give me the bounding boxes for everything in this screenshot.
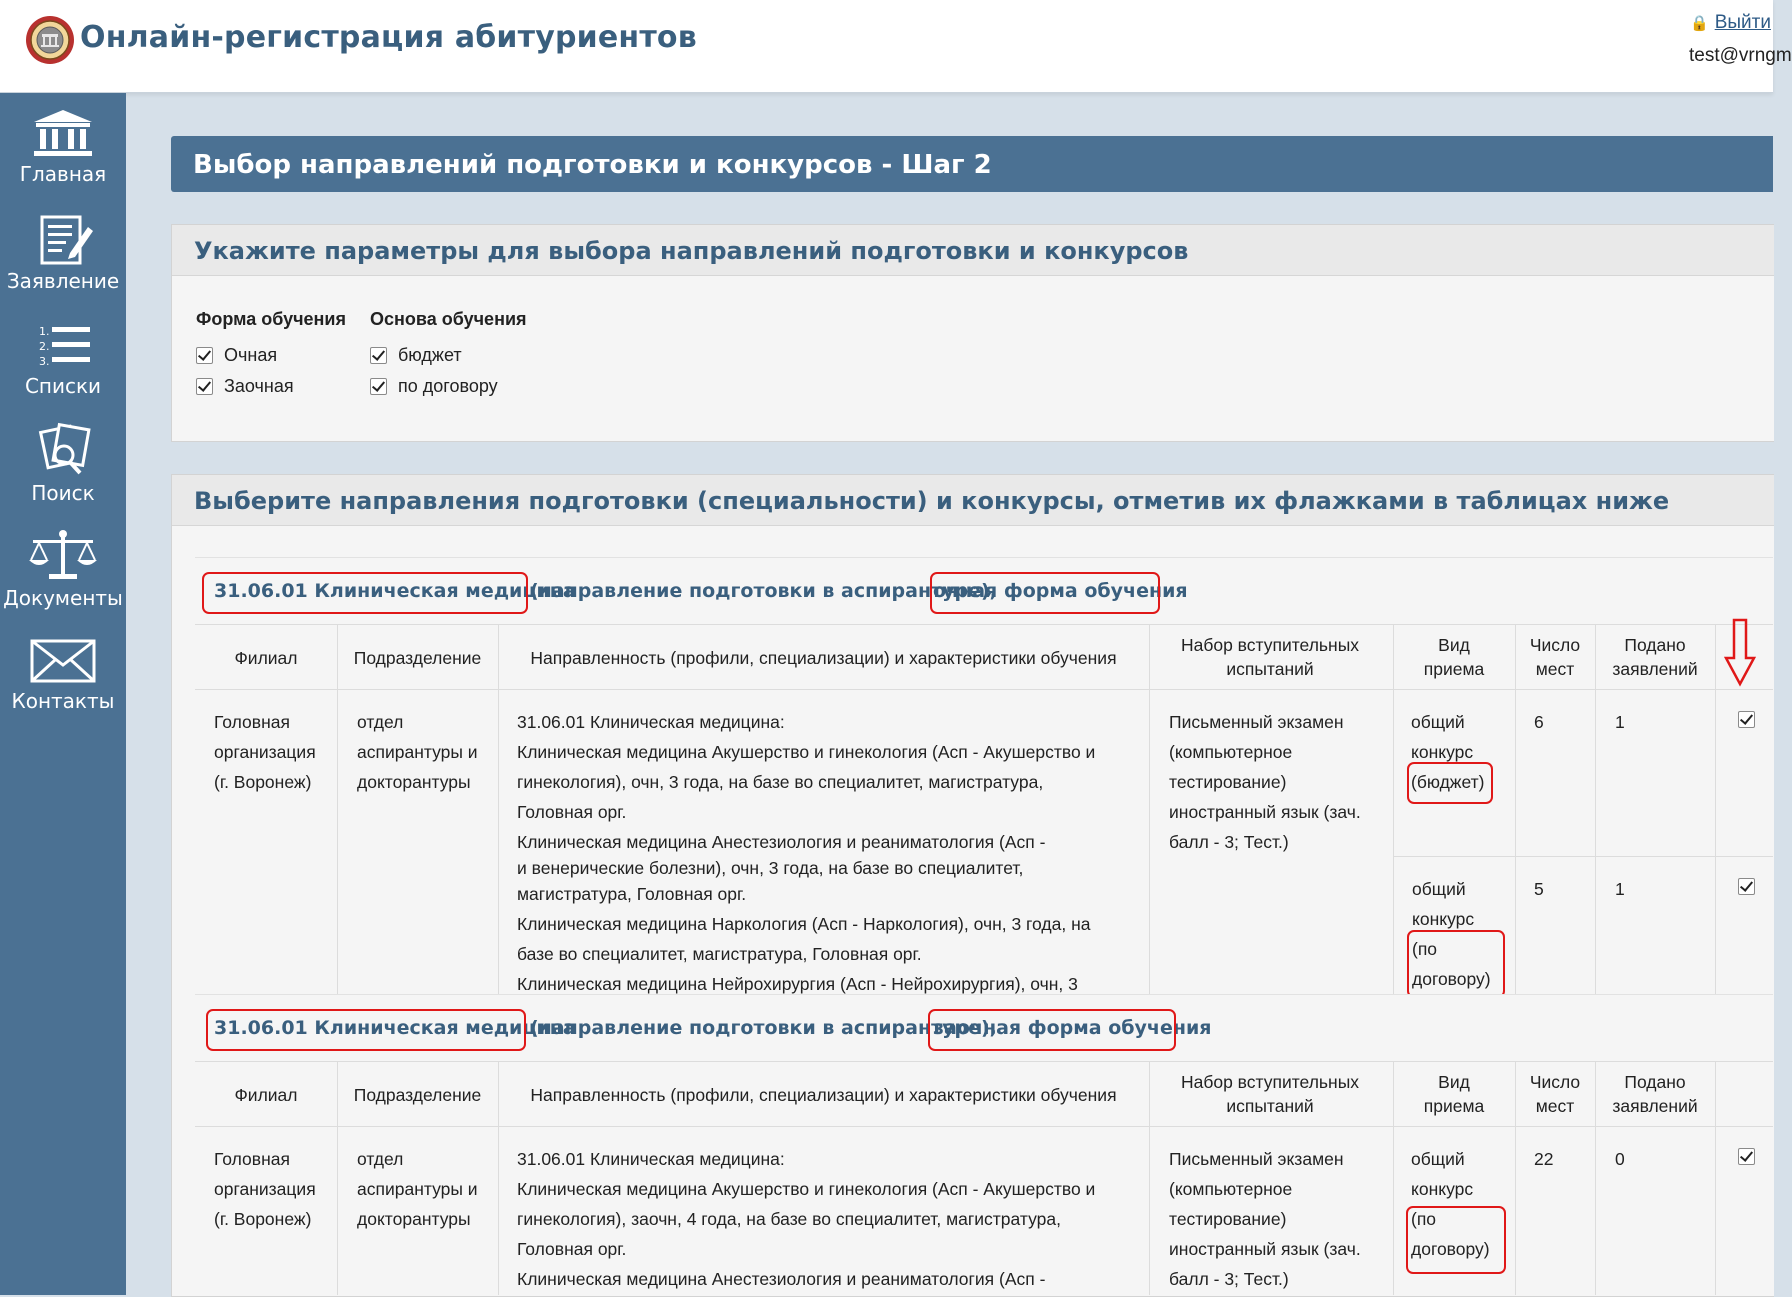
study-form-option-extramural[interactable] (196, 371, 346, 402)
study-basis-option-contract[interactable] (370, 371, 527, 402)
checkbox[interactable] (370, 378, 387, 395)
admission-type-cell (1411, 707, 1511, 797)
university-logo (24, 14, 76, 66)
col-header-branch: Филиал (234, 648, 298, 668)
study-basis-heading: Основа обучения (370, 309, 527, 329)
form-edit-icon (30, 213, 96, 267)
study-form-option-full-time[interactable] (196, 340, 346, 371)
program-group-heading (195, 994, 1773, 1061)
division-cell: отдел аспирантуры и докторантуры (357, 1149, 478, 1229)
option-label: Очная (224, 345, 278, 365)
sidebar-item-label: Списки (24, 374, 102, 398)
profile-line: Клиническая медицина Акушерство и гинекология (Асп - Акушерство и (517, 1179, 1096, 1199)
profile-cell (517, 707, 1142, 994)
admission-type-line: конкурс (1411, 742, 1474, 762)
numbered-list-icon (30, 318, 96, 372)
col-header-admission-type: Вид приема (1423, 635, 1485, 679)
sidebar-item-documents[interactable] (0, 528, 126, 628)
col-header-seats: Число мест (1529, 635, 1581, 679)
program-kind: (направление подготовки в аспирантуре), (530, 580, 997, 602)
logout-link[interactable]: Выйти (1714, 12, 1771, 33)
col-header-branch: Филиал (234, 1085, 298, 1105)
sidebar-item-label: Главная (19, 162, 107, 186)
sidebar-item-label: Поиск (31, 481, 95, 505)
sidebar (0, 93, 126, 1295)
profile-cell (517, 1144, 1142, 1295)
annotation-arrow-icon (1723, 618, 1757, 688)
profile-line: магистратура, Головная орг. (517, 884, 747, 904)
study-basis-option-budget[interactable] (370, 340, 527, 371)
competition-checkbox[interactable] (1738, 1148, 1755, 1165)
svg-text:2.: 2. (39, 340, 50, 353)
seats-cell: 22 (1534, 1149, 1554, 1169)
col-header-applied: Подано заявлений (1612, 635, 1698, 679)
sidebar-item-application[interactable] (0, 213, 126, 313)
sidebar-item-label: Заявление (6, 269, 120, 293)
col-header-profile: Направленность (профили, специализации) и характеристики обучения (530, 648, 1117, 668)
option-label: по договору (398, 376, 498, 396)
program-group-heading (195, 557, 1773, 624)
branch-cell: Головная организация (г. Воронеж) (214, 1149, 316, 1229)
admission-type-line: общий (1411, 712, 1465, 732)
col-header-profile: Направленность (профили, специализации) и характеристики обучения (530, 1085, 1117, 1105)
sidebar-item-search[interactable] (0, 423, 126, 523)
admission-type-line: общий (1412, 879, 1466, 899)
profile-line: Клиническая медицина Анестезиология и реаниматология (Асп - (517, 1269, 1046, 1289)
svg-text:1.: 1. (39, 325, 50, 338)
sidebar-item-label: Контакты (11, 689, 115, 713)
seats-cell: 6 (1534, 712, 1544, 732)
profile-line: Клиническая медицина Наркология (Асп - Наркология), очн, 3 года, на (517, 914, 1091, 934)
admission-type-cell (1412, 874, 1512, 994)
top-bar (0, 0, 1792, 93)
study-basis-filter (370, 309, 527, 402)
program-kind: (направление подготовки в аспирантуре), (530, 1017, 997, 1039)
step-title: Выбор направлений подготовки и конкурсов - Шаг 2 (193, 150, 992, 180)
admission-type-line: конкурс (1412, 909, 1475, 929)
col-header-seats: Число мест (1529, 1072, 1581, 1116)
params-panel-title: Укажите параметры для выбора направлений подготовки и конкурсов (194, 237, 1189, 265)
checkbox[interactable] (370, 347, 387, 364)
col-header-division: Подразделение (353, 648, 482, 668)
applied-cell: 1 (1615, 712, 1625, 732)
profile-line: базе во специалитет, магистратура, Головная орг. (517, 944, 922, 964)
col-header-applied: Подано заявлений (1612, 1072, 1698, 1116)
svg-text:3.: 3. (39, 355, 50, 368)
sidebar-item-home[interactable] (0, 108, 126, 208)
profile-line: Головная орг. (517, 1239, 627, 1259)
applied-cell: 1 (1615, 879, 1625, 899)
logout-area (1690, 12, 1771, 34)
program-code-name: 31.06.01 Клиническая медицина (214, 1017, 576, 1039)
study-form-label: заочная форма обучения (933, 1017, 1212, 1039)
selection-panel-title: Выберите направления подготовки (специальности) и конкурсы, отметив их флажками в таблицах ниже (194, 487, 1670, 515)
option-label: Заочная (224, 376, 294, 396)
division-cell: отдел аспирантуры и докторантуры (357, 712, 478, 792)
profile-line: 31.06.01 Клиническая медицина: (517, 1149, 785, 1169)
sidebar-item-lists[interactable] (0, 318, 126, 418)
admission-basis: (по договору) (1411, 1209, 1490, 1259)
profile-line: и венерические болезни), очн, 3 года, на базе во специалитет, (517, 858, 1024, 878)
checkbox[interactable] (196, 378, 213, 395)
admission-type-line: общий (1411, 1149, 1465, 1169)
program-table (195, 624, 1773, 994)
params-panel-header (172, 225, 1774, 276)
applied-cell: 0 (1615, 1149, 1625, 1169)
profile-line: гинекология), очн, 3 года, на базе во специалитет, магистратура, (517, 772, 1044, 792)
col-header-admission-type: Вид приема (1423, 1072, 1485, 1116)
lock-icon: 🔒 (1690, 15, 1709, 32)
program-table (195, 1061, 1773, 1295)
sidebar-item-contacts[interactable] (0, 633, 126, 733)
competition-checkbox[interactable] (1738, 878, 1755, 895)
competition-checkbox[interactable] (1738, 711, 1755, 728)
study-form-label: очная форма обучения (933, 580, 1188, 602)
scales-icon (25, 528, 101, 584)
app-title: Онлайн-регистрация абитуриентов (80, 20, 697, 55)
profile-line: Клиническая медицина Акушерство и гинекология (Асп - Акушерство и (517, 742, 1096, 762)
study-form-heading: Форма обучения (196, 309, 346, 329)
envelope-icon (28, 633, 98, 687)
step-header (171, 136, 1773, 192)
program-code-name: 31.06.01 Клиническая медицина (214, 580, 576, 602)
branch-cell: Головная организация (г. Воронеж) (214, 712, 316, 792)
study-form-filter (196, 309, 346, 402)
params-panel (171, 224, 1774, 442)
admission-type-cell (1411, 1144, 1511, 1264)
bank-icon (30, 108, 96, 160)
profile-line: гинекология), заочн, 4 года, на базе во специалитет, магистратура, (517, 1209, 1061, 1229)
col-header-exams: Набор вступительных испытаний (1180, 1072, 1360, 1116)
user-email: test@vrngm (1689, 45, 1792, 66)
profile-line: 31.06.01 Клиническая медицина: (517, 712, 785, 732)
selection-panel-header (172, 475, 1774, 526)
profile-line: Головная орг. (517, 802, 627, 822)
sidebar-item-label: Документы (3, 586, 123, 610)
admission-type-line: конкурс (1411, 1179, 1474, 1199)
profile-line: Клиническая медицина Анестезиология и реаниматология (Асп - (517, 832, 1046, 852)
exams-cell: Письменный экзамен (компьютерное тестирование) иностранный язык (зач. балл - 3; Тест.) (1169, 1149, 1361, 1289)
admission-basis: (по договору) (1412, 939, 1491, 989)
profile-line: Клиническая медицина Нейрохирургия (Асп - Нейрохирургия), очн, 3 (517, 974, 1078, 994)
exams-cell: Письменный экзамен (компьютерное тестирование) иностранный язык (зач. балл - 3; Тест.) (1169, 712, 1361, 852)
checkbox[interactable] (196, 347, 213, 364)
search-documents-icon (30, 423, 96, 479)
col-header-exams: Набор вступительных испытаний (1180, 635, 1360, 679)
seats-cell: 5 (1534, 879, 1544, 899)
admission-basis: (бюджет) (1411, 772, 1485, 792)
col-header-division: Подразделение (353, 1085, 482, 1105)
option-label: бюджет (398, 345, 462, 365)
